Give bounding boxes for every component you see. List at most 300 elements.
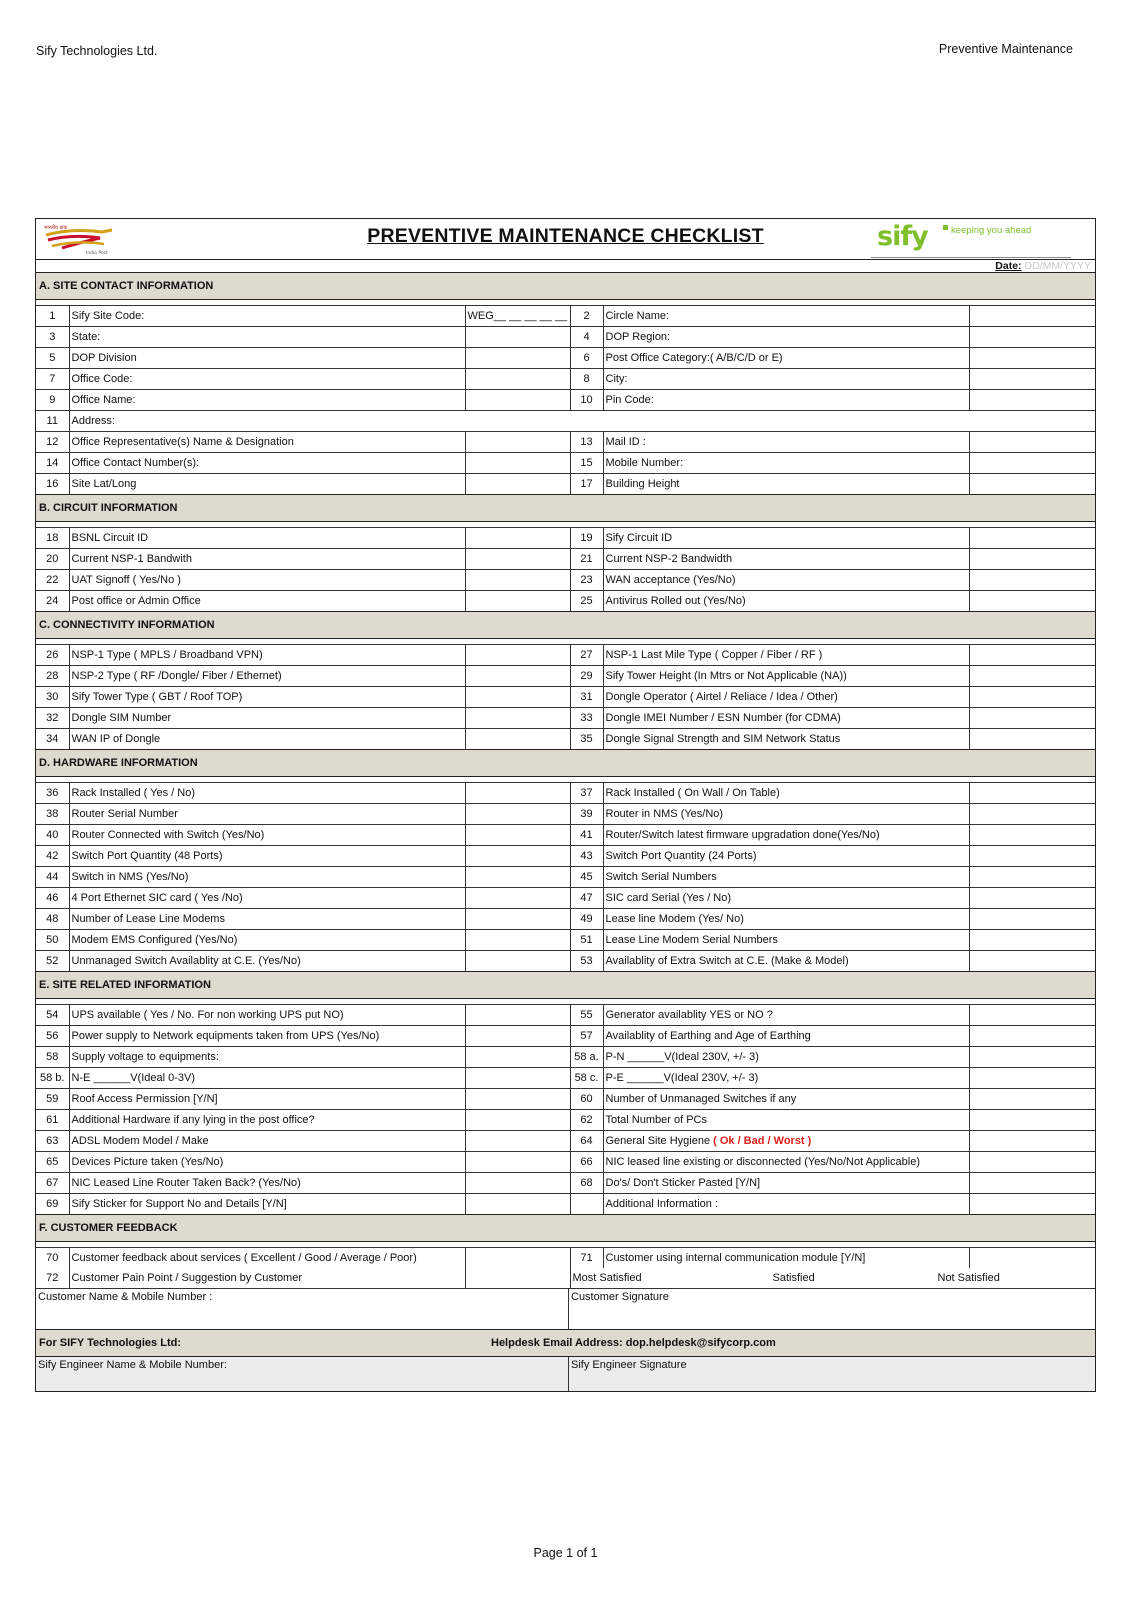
row-label-text: Sify Tower Height (In Mtrs or Not Applicable (NA)) (605, 670, 847, 682)
row-value[interactable] (969, 453, 1095, 474)
row-label (603, 1005, 969, 1026)
row-value[interactable] (969, 930, 1095, 951)
option-satisfied[interactable]: Satisfied (772, 1272, 815, 1284)
row-label (603, 708, 969, 729)
table-row (36, 783, 1095, 804)
row-value[interactable] (465, 369, 570, 390)
row-label: BSNL Circuit ID (69, 528, 465, 549)
row-label (603, 549, 969, 570)
row-value[interactable] (465, 432, 570, 453)
customer-signature-field[interactable] (569, 1289, 1095, 1329)
table-row (36, 474, 1095, 495)
row-label: State: (69, 327, 465, 348)
row-number: 38 (36, 804, 69, 825)
sify-logo-rule (871, 257, 1071, 258)
row-value[interactable] (969, 867, 1095, 888)
table-row (36, 909, 1095, 930)
row-value[interactable] (969, 951, 1095, 972)
row-value[interactable] (465, 888, 570, 909)
date-row (36, 260, 1095, 272)
row-value[interactable] (465, 390, 570, 411)
row-number: 30 (36, 687, 69, 708)
row-number: 35 (570, 729, 603, 750)
row-number: 56 (36, 1026, 69, 1047)
row-label (603, 951, 969, 972)
section-header: F. CUSTOMER FEEDBACK (36, 1214, 1095, 1242)
row-value[interactable] (465, 549, 570, 570)
row-label: Rack Installed ( Yes / No) (69, 783, 465, 804)
row-label (603, 930, 969, 951)
row-value[interactable] (465, 1110, 570, 1131)
row-label: Switch Port Quantity (48 Ports) (69, 846, 465, 867)
row-label: Address: (69, 411, 1095, 432)
row-label (603, 783, 969, 804)
row-number: 61 (36, 1110, 69, 1131)
sify-logo (871, 221, 1071, 257)
row-label-text: Total Number of PCs (605, 1114, 707, 1126)
row-label (603, 1248, 969, 1269)
row-value[interactable] (465, 327, 570, 348)
row-value[interactable] (969, 645, 1095, 666)
row-label (603, 327, 969, 348)
row-value[interactable] (465, 1152, 570, 1173)
row-label (603, 348, 969, 369)
row-number: 14 (36, 453, 69, 474)
row-label: NIC Leased Line Router Taken Back? (Yes/No) (69, 1173, 465, 1194)
table-row (36, 1173, 1095, 1194)
row-value[interactable] (969, 846, 1095, 867)
row-label-text: Lease Line Modem Serial Numbers (605, 934, 778, 946)
row-label: Sify Site Code: (69, 306, 465, 327)
row-label-text: Additional Information : (605, 1198, 719, 1210)
row-label-text: Router/Switch latest firmware upgradation done(Yes/No) (605, 829, 880, 841)
customer-row (36, 1288, 1095, 1329)
table-row (36, 645, 1095, 666)
row-value[interactable] (969, 1047, 1095, 1068)
row-label-text: NIC leased line existing or disconnected (Yes/No/Not Applicable) (605, 1156, 920, 1168)
row-label (603, 1047, 969, 1068)
row-number: 69 (36, 1194, 69, 1215)
table-row (36, 1005, 1095, 1026)
table-row (36, 1152, 1095, 1173)
section-table (36, 1004, 1095, 1214)
row-number: 55 (570, 1005, 603, 1026)
row-number: 15 (570, 453, 603, 474)
row-value[interactable] (465, 1173, 570, 1194)
row-label: Power supply to Network equipments taken from UPS (Yes/No) (69, 1026, 465, 1047)
row-number: 20 (36, 549, 69, 570)
row-label: NSP-2 Type ( RF /Dongle/ Fiber / Ethernet) (69, 666, 465, 687)
row-value[interactable] (465, 474, 570, 495)
row-value[interactable] (969, 825, 1095, 846)
table-row (36, 1248, 1095, 1269)
india-post-logo-text-top: भारतीय डाक (44, 225, 68, 231)
row-number: 50 (36, 930, 69, 951)
row-label (603, 804, 969, 825)
engineer-name-label: Sify Engineer Name & Mobile Number: (38, 1359, 227, 1371)
row-label-text: Customer using internal communication module [Y/N] (605, 1252, 866, 1264)
row-value[interactable] (969, 1248, 1095, 1269)
helpdesk-email: Helpdesk Email Address: dop.helpdesk@sifycorp.com (491, 1337, 776, 1349)
row-value[interactable] (969, 1110, 1095, 1131)
row-label: Router Connected with Switch (Yes/No) (69, 825, 465, 846)
row-number: 27 (570, 645, 603, 666)
table-row (36, 528, 1095, 549)
row-value[interactable] (465, 1089, 570, 1110)
row-number: 49 (570, 909, 603, 930)
table-row (36, 1110, 1095, 1131)
row-value[interactable] (465, 708, 570, 729)
row-label: Office Code: (69, 369, 465, 390)
table-row (36, 348, 1095, 369)
option-not-satisfied[interactable]: Not Satisfied (937, 1272, 1000, 1284)
feedback-table (36, 1268, 1095, 1288)
row-label-text: Generator availablity YES or NO ? (605, 1009, 773, 1021)
row-label (603, 867, 969, 888)
row-value[interactable] (969, 1089, 1095, 1110)
row-label: Additional Hardware if any lying in the post office? (69, 1110, 465, 1131)
row-value[interactable] (969, 570, 1095, 591)
row-label: Number of Lease Line Modems (69, 909, 465, 930)
section-header: D. HARDWARE INFORMATION (36, 749, 1095, 777)
row-label-text: Availablity of Extra Switch at C.E. (Make & Model) (605, 955, 849, 967)
row-value[interactable] (465, 1068, 570, 1089)
row-number: 19 (570, 528, 603, 549)
table-row (36, 888, 1095, 909)
row-value[interactable] (969, 909, 1095, 930)
row-number: 65 (36, 1152, 69, 1173)
table-row (36, 708, 1095, 729)
row-value[interactable] (969, 1005, 1095, 1026)
row-value[interactable] (465, 1194, 570, 1215)
row-value[interactable] (465, 804, 570, 825)
row-number: 32 (36, 708, 69, 729)
engineer-row (36, 1357, 1095, 1391)
table-row (36, 453, 1095, 474)
row-label: Sify Sticker for Support No and Details [Y/N] (69, 1194, 465, 1215)
row-number: 72 (36, 1268, 69, 1288)
row-value[interactable] (969, 390, 1095, 411)
row-number: 39 (570, 804, 603, 825)
row-label-text: Number of Unmanaged Switches if any (605, 1093, 797, 1105)
row-value[interactable] (969, 1194, 1095, 1215)
row-number: 43 (570, 846, 603, 867)
row-label: WAN IP of Dongle (69, 729, 465, 750)
row-label: Office Contact Number(s): (69, 453, 465, 474)
row-value[interactable] (465, 930, 570, 951)
sify-company-label: For SIFY Technologies Ltd: (39, 1337, 181, 1349)
section-table (36, 1247, 1095, 1268)
row-number: 60 (570, 1089, 603, 1110)
row-label: Devices Picture taken (Yes/No) (69, 1152, 465, 1173)
row-number: 23 (570, 570, 603, 591)
satisfaction-options (570, 1268, 1095, 1288)
row-number: 36 (36, 783, 69, 804)
row-number: 71 (570, 1248, 603, 1269)
row-label: Dongle SIM Number (69, 708, 465, 729)
row-number: 67 (36, 1173, 69, 1194)
table-row (36, 846, 1095, 867)
page-title: PREVENTIVE MAINTENANCE CHECKLIST (367, 225, 764, 247)
row-label-text: Availablity of Earthing and Age of Earthing (605, 1030, 811, 1042)
row-number: 54 (36, 1005, 69, 1026)
row-value[interactable] (465, 1047, 570, 1068)
row-label-text: Dongle Operator ( Airtel / Reliace / Idea / Other) (605, 691, 838, 703)
section-header: B. CIRCUIT INFORMATION (36, 494, 1095, 522)
row-label: N-E ______V(Ideal 0-3V) (69, 1068, 465, 1089)
row-label (603, 306, 969, 327)
table-row (36, 570, 1095, 591)
row-label-text: Lease line Modem (Yes/ No) (605, 913, 744, 925)
row-value[interactable] (465, 570, 570, 591)
row-label (603, 1068, 969, 1089)
row-label-text: DOP Region: (605, 331, 671, 343)
row-label-text: NSP-1 Last Mile Type ( Copper / Fiber / RF ) (605, 649, 823, 661)
row-value[interactable] (465, 783, 570, 804)
row-value[interactable] (969, 783, 1095, 804)
row-number: 13 (570, 432, 603, 453)
row-label: Unmanaged Switch Availablity at C.E. (Yes/No) (69, 951, 465, 972)
table-row (36, 432, 1095, 453)
row-label (603, 474, 969, 495)
row-value[interactable] (969, 729, 1095, 750)
row-label: Office Representative(s) Name & Designation (69, 432, 465, 453)
row-value[interactable] (969, 1152, 1095, 1173)
row-number: 58 b. (36, 1068, 69, 1089)
option-most-satisfied[interactable]: Most Satisfied (572, 1272, 642, 1284)
table-row (36, 1268, 1095, 1288)
row-number: 46 (36, 888, 69, 909)
table-row (36, 951, 1095, 972)
section-header: C. CONNECTIVITY INFORMATION (36, 611, 1095, 639)
row-number: 42 (36, 846, 69, 867)
engineer-signature-field[interactable] (569, 1357, 1095, 1391)
section-table (36, 305, 1095, 494)
row-label: Current NSP-1 Bandwith (69, 549, 465, 570)
row-label-text: Rack Installed ( On Wall / On Table) (605, 787, 780, 799)
table-row (36, 687, 1095, 708)
row-number: 68 (570, 1173, 603, 1194)
row-value[interactable] (465, 1026, 570, 1047)
row-label: Sify Tower Type ( GBT / Roof TOP) (69, 687, 465, 708)
row-label: Post office or Admin Office (69, 591, 465, 612)
row-number: 58 (36, 1047, 69, 1068)
row-label-text: Switch Port Quantity (24 Ports) (605, 850, 757, 862)
row-value[interactable] (969, 591, 1095, 612)
row-label-text: P-E ______V(Ideal 230V, +/- 3) (605, 1072, 759, 1084)
row-number: 63 (36, 1131, 69, 1152)
row-label: UPS available ( Yes / No. For non working UPS put NO) (69, 1005, 465, 1026)
table-row (36, 390, 1095, 411)
row-value[interactable] (969, 888, 1095, 909)
row-value[interactable] (969, 1026, 1095, 1047)
row-label-text: Router in NMS (Yes/No) (605, 808, 724, 820)
row-label (603, 390, 969, 411)
row-label (603, 825, 969, 846)
row-number: 59 (36, 1089, 69, 1110)
row-value[interactable] (465, 867, 570, 888)
row-label (603, 1089, 969, 1110)
row-number: 22 (36, 570, 69, 591)
row-number: 47 (570, 888, 603, 909)
row-value[interactable] (969, 474, 1095, 495)
row-value[interactable] (465, 951, 570, 972)
row-label: Customer feedback about services ( Excellent / Good / Average / Poor) (69, 1248, 465, 1269)
row-value[interactable] (465, 1005, 570, 1026)
row-label-text: WAN acceptance (Yes/No) (605, 574, 736, 586)
row-label-text: Current NSP-2 Bandwidth (605, 553, 733, 565)
table-row (36, 1089, 1095, 1110)
sify-logo-word: sify (877, 221, 928, 252)
row-label: ADSL Modem Model / Make (69, 1131, 465, 1152)
row-label-options: ( Ok / Bad / Worst ) (713, 1135, 812, 1147)
row-number: 24 (36, 591, 69, 612)
row-label (603, 1152, 969, 1173)
row-label (603, 528, 969, 549)
row-value[interactable] (969, 528, 1095, 549)
table-row (36, 729, 1095, 750)
row-value[interactable] (465, 687, 570, 708)
row-number: 53 (570, 951, 603, 972)
row-number: 62 (570, 1110, 603, 1131)
row-value[interactable] (465, 825, 570, 846)
section-table (36, 782, 1095, 971)
row-number: 6 (570, 348, 603, 369)
row-label (603, 591, 969, 612)
row-value[interactable] (969, 1131, 1095, 1152)
row-label-text: Switch Serial Numbers (605, 871, 717, 883)
section-header: A. SITE CONTACT INFORMATION (36, 272, 1095, 300)
row-number: 2 (570, 306, 603, 327)
row-value[interactable] (969, 369, 1095, 390)
customer-name-label: Customer Name & Mobile Number : (38, 1291, 213, 1303)
row-number: 34 (36, 729, 69, 750)
row-value[interactable] (969, 1173, 1095, 1194)
page-header-company: Sify Technologies Ltd. (36, 44, 158, 58)
row-value[interactable] (465, 453, 570, 474)
row-number: 57 (570, 1026, 603, 1047)
row-value[interactable] (465, 645, 570, 666)
row-value[interactable] (465, 1268, 570, 1288)
table-row (36, 867, 1095, 888)
row-value[interactable] (969, 348, 1095, 369)
row-number: 51 (570, 930, 603, 951)
row-number: 52 (36, 951, 69, 972)
row-value[interactable] (969, 549, 1095, 570)
row-value[interactable] (465, 666, 570, 687)
row-value[interactable] (969, 327, 1095, 348)
sify-tagline: keeping you ahead (951, 225, 1032, 236)
row-label-text: Sify Circuit ID (605, 532, 673, 544)
row-number: 11 (36, 411, 69, 432)
row-number: 4 (570, 327, 603, 348)
row-value[interactable] (969, 804, 1095, 825)
table-row (36, 1026, 1095, 1047)
row-value[interactable] (465, 846, 570, 867)
section-table (36, 527, 1095, 611)
row-label: 4 Port Ethernet SIC card ( Yes /No) (69, 888, 465, 909)
row-number: 25 (570, 591, 603, 612)
row-value[interactable] (969, 666, 1095, 687)
row-number: 31 (570, 687, 603, 708)
row-value[interactable] (465, 528, 570, 549)
row-number: 3 (36, 327, 69, 348)
row-label (603, 1110, 969, 1131)
row-value[interactable] (465, 729, 570, 750)
row-value[interactable] (465, 1131, 570, 1152)
title-row (36, 219, 1095, 260)
table-row (36, 930, 1095, 951)
row-label (603, 1194, 969, 1215)
row-label (603, 1131, 969, 1152)
row-number: 7 (36, 369, 69, 390)
table-row (36, 1068, 1095, 1089)
customer-signature-label: Customer Signature (571, 1291, 669, 1303)
row-label: NSP-1 Type ( MPLS / Broadband VPN) (69, 645, 465, 666)
section-table (36, 644, 1095, 749)
page-header-doc-type: Preventive Maintenance (938, 42, 1073, 56)
row-label (603, 432, 969, 453)
row-number: 40 (36, 825, 69, 846)
row-value[interactable] (969, 708, 1095, 729)
row-label (603, 687, 969, 708)
row-label: UAT Signoff ( Yes/No ) (69, 570, 465, 591)
row-value[interactable]: WEG__ __ __ __ __ (465, 306, 570, 327)
date-field[interactable]: DD/MM/YYYY (1024, 260, 1091, 272)
row-label-text: Pin Code: (605, 394, 654, 406)
row-label: Site Lat/Long (69, 474, 465, 495)
row-value[interactable] (465, 909, 570, 930)
section-header: E. SITE RELATED INFORMATION (36, 971, 1095, 999)
row-number: 28 (36, 666, 69, 687)
checklist-sheet (35, 218, 1096, 1392)
row-value[interactable] (465, 591, 570, 612)
row-number: 48 (36, 909, 69, 930)
row-label-text: Post Office Category:( A/B/C/D or E) (605, 352, 783, 364)
table-row (36, 1131, 1095, 1152)
customer-name-field[interactable] (36, 1289, 569, 1329)
row-number: 26 (36, 645, 69, 666)
row-label (603, 729, 969, 750)
row-label (603, 666, 969, 687)
table-row (36, 411, 1095, 432)
row-number: 70 (36, 1248, 69, 1269)
row-label-text: Mail ID : (605, 436, 646, 448)
row-label (603, 846, 969, 867)
table-row (36, 825, 1095, 846)
table-row (36, 306, 1095, 327)
engineer-name-field[interactable] (36, 1357, 569, 1391)
row-value[interactable] (969, 306, 1095, 327)
row-label-text: Circle Name: (605, 310, 670, 322)
table-row (36, 327, 1095, 348)
row-value[interactable] (969, 1068, 1095, 1089)
row-value[interactable] (465, 348, 570, 369)
row-value[interactable] (969, 687, 1095, 708)
row-label: Supply voltage to equipments: (69, 1047, 465, 1068)
row-number: 8 (570, 369, 603, 390)
row-number: 45 (570, 867, 603, 888)
row-number: 21 (570, 549, 603, 570)
row-label-text: City: (605, 373, 628, 385)
row-number: 58 a. (570, 1047, 603, 1068)
row-label: Modem EMS Configured (Yes/No) (69, 930, 465, 951)
row-number: 33 (570, 708, 603, 729)
row-value[interactable] (969, 432, 1095, 453)
row-label: Router Serial Number (69, 804, 465, 825)
row-label (603, 888, 969, 909)
row-value[interactable] (465, 1248, 570, 1269)
